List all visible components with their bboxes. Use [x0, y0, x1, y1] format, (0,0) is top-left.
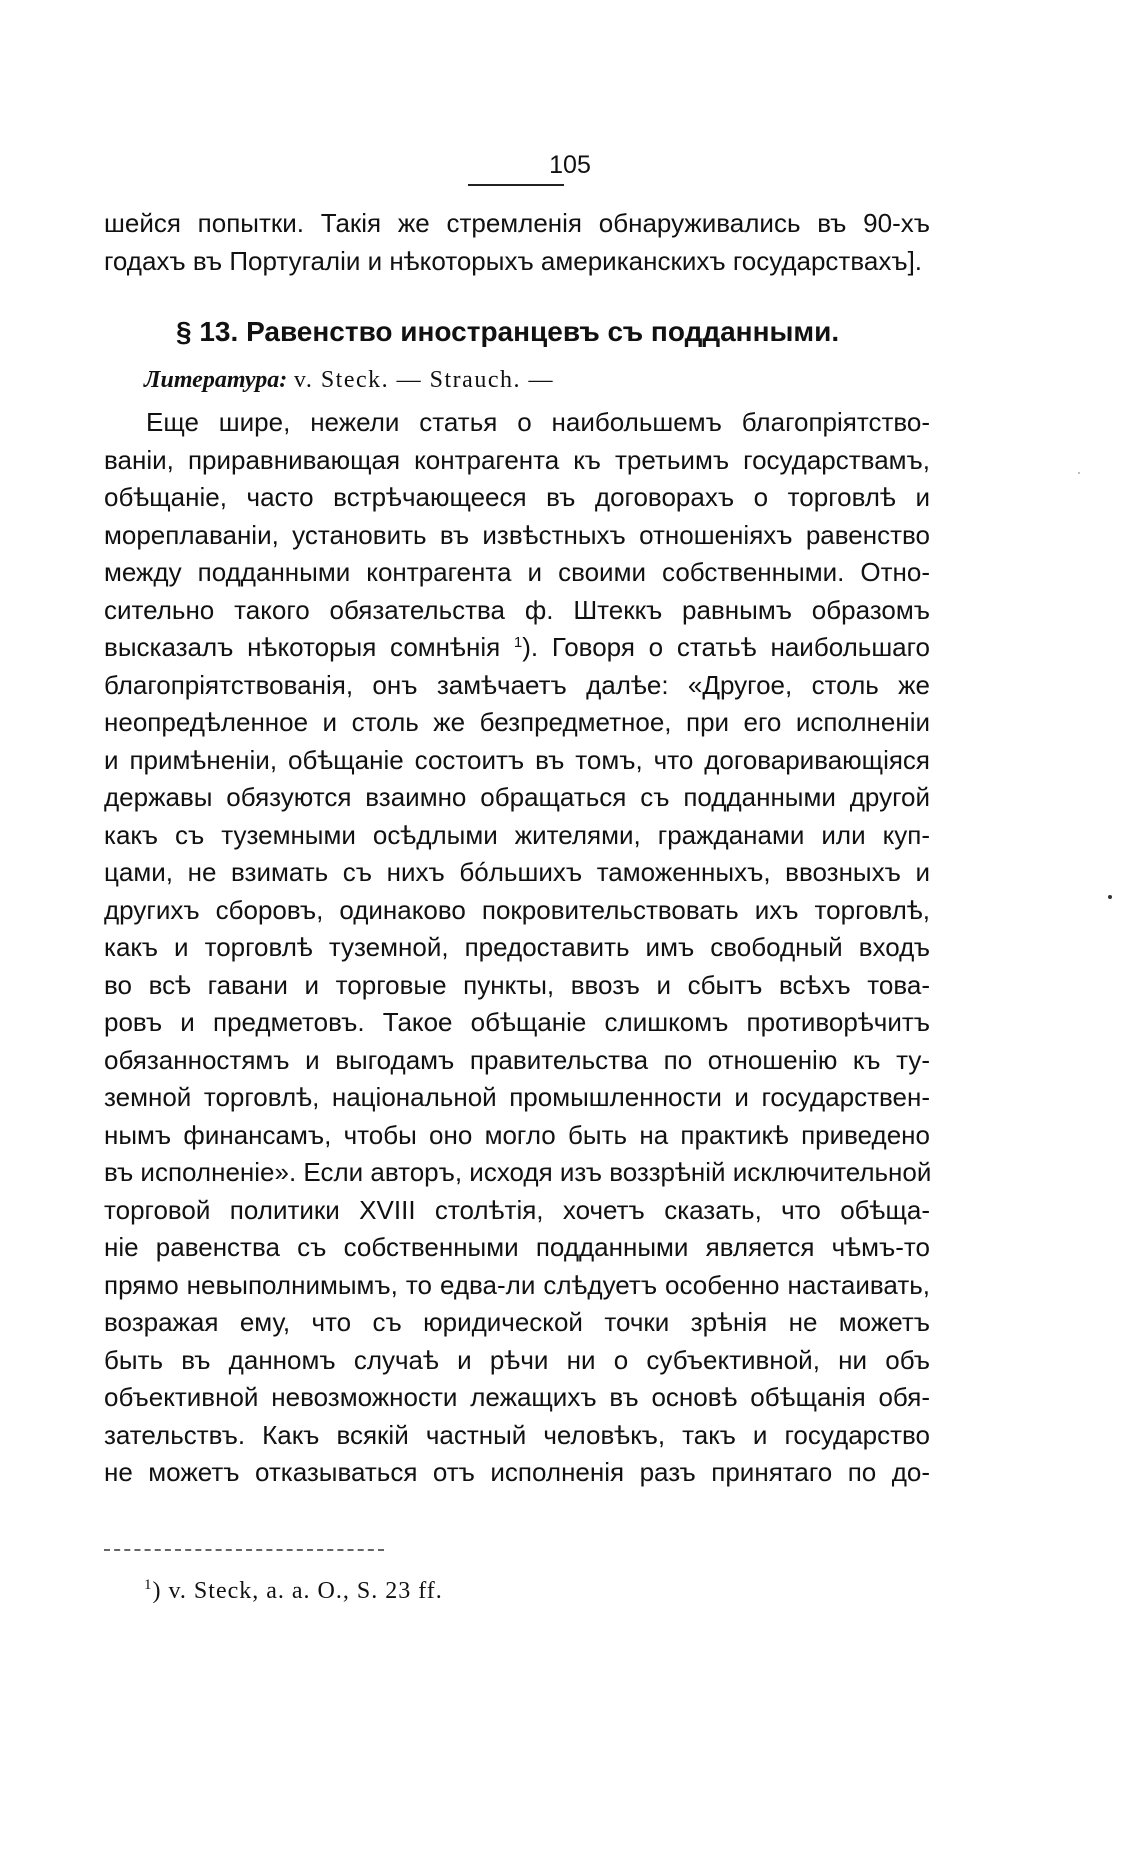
text-line: благопріятствованія, онъ замѣчаетъ далѣе: «Другое, столь же	[104, 669, 930, 700]
text-line: какъ и торговлѣ туземной, предоставить имъ свободный входъ	[104, 932, 930, 962]
text-line: прямо невыполнимымъ, то едва-ли слѣдуетъ особенно настаивать,	[104, 1269, 930, 1300]
text-line: ніе равенства съ собственными подданными является чѣмъ-то	[104, 1232, 930, 1262]
text-line: возражая ему, что съ юридической точки зрѣнія не можетъ	[104, 1307, 930, 1337]
section-mark: §	[176, 316, 192, 347]
text-line: неопредѣленное и столь же безпредметное, при его исполненіи	[104, 707, 930, 737]
literature-line	[104, 362, 930, 398]
scan-speck	[1108, 895, 1112, 899]
footnote-separator	[104, 1549, 384, 1551]
text-line: державы обязуются взаимно обращаться съ подданными другой	[104, 782, 930, 812]
text-line: шейся попытки. Такія же стремленія обнаруживались въ 90-хъ	[104, 208, 930, 238]
body-text-after-ref: ). Говоря о статьѣ наибольшаго	[522, 632, 931, 662]
body-text-before-ref: высказалъ нѣкоторыя сомнѣнія	[104, 632, 514, 662]
section-title: Равенство иностранцевъ съ подданными.	[246, 316, 840, 347]
text-line: обязанностямъ и выгодамъ правительства по отношенію къ ту-	[104, 1044, 930, 1075]
text-line: торговой политики XVIII столѣтія, хочетъ сказать, что обѣща-	[104, 1194, 930, 1225]
text-line: нымъ финансамъ, чтобы оно могло быть на практикѣ приведено	[104, 1119, 930, 1150]
page-number-rule	[468, 184, 564, 186]
body-paragraph	[104, 404, 930, 629]
text-line: цами, не взимать съ нихъ бóльшихъ таможенныхъ, ввозныхъ и	[104, 857, 930, 887]
text-line: сительно такого обязательства ф. Штеккъ равнымъ образомъ	[104, 594, 930, 625]
footnote-mark: 1	[144, 1577, 153, 1593]
body-last-line: не можетъ отказываться отъ исполненія разъ принятаго по до-	[104, 1457, 930, 1487]
literature-text: v. Steck. — Strauch. —	[293, 367, 554, 393]
scan-speck	[1078, 472, 1080, 474]
text-line: какъ съ туземными осѣдлыми жителями, гражданами или куп-	[104, 819, 930, 850]
text-line: быть въ данномъ случаѣ и рѣчи ни о субъективной, ни объ	[104, 1344, 930, 1375]
body-paragraph-continued	[104, 667, 930, 1455]
footnote	[144, 1575, 443, 1607]
text-line: другихъ сборовъ, одинаково покровительствовать ихъ торговлѣ,	[104, 894, 930, 925]
text-line: годахъ въ Португаліи и нѣкоторыхъ американскихъ государствахъ].	[104, 245, 923, 276]
footnote-ref: 1	[513, 634, 523, 651]
page-number: 105	[549, 151, 591, 179]
text-line: земной торговлѣ, національной промышленности и государствен-	[104, 1082, 930, 1112]
text-line: объективной невозможности лежащихъ въ основѣ обѣщанія обя-	[104, 1382, 930, 1412]
text-line: въ исполненіе». Если авторъ, исходя изъ воззрѣній исключительной	[104, 1157, 932, 1187]
text-line: Еще шире, нежели статья о наибольшемъ благопріятство-	[146, 407, 930, 437]
section-heading	[104, 312, 930, 352]
text-line: ровъ и предметовъ. Такое обѣщаніе слишкомъ противорѣчитъ	[104, 1007, 930, 1037]
text-line: обѣщаніе, часто встрѣчающееся въ договорахъ о торговлѣ и	[104, 482, 930, 512]
text-line: мореплаваніи, установить въ извѣстныхъ отношеніяхъ равенство	[104, 519, 930, 550]
opening-paragraph	[104, 205, 930, 280]
body-line-footnote-ref	[104, 629, 930, 667]
text-line: зательствъ. Какъ всякій частный человѣкъ, такъ и государство	[104, 1419, 930, 1450]
text-line: ваніи, приравнивающая контрагента къ третьимъ государствамъ,	[104, 444, 930, 475]
page-content	[104, 205, 930, 1492]
literature-label: Литература:	[144, 367, 288, 393]
text-line: между подданными контрагента и своими собственными. Отно-	[104, 557, 930, 587]
footnote-text: ) v. Steck, a. a. O., S. 23 ff.	[152, 1578, 443, 1604]
section-number: 13.	[199, 316, 239, 347]
text-line: и примѣненіи, обѣщаніе состоитъ въ томъ, что договаривающіяся	[104, 744, 930, 775]
text-line: во всѣ гавани и торговые пункты, ввозъ и сбытъ всѣхъ това-	[104, 969, 930, 1000]
